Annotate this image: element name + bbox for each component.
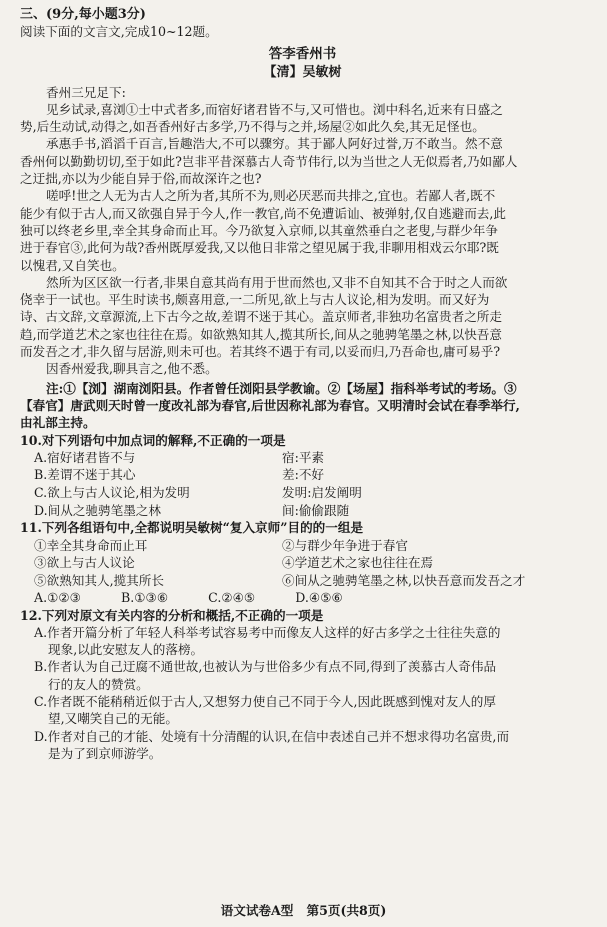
- option-gloss: 宿:平素: [282, 449, 325, 465]
- passage-line: 香州三兄足下:: [46, 84, 126, 100]
- option-c-cont: 望,又嘲笑自己的无能。: [48, 711, 178, 727]
- question-12: [20, 607, 585, 763]
- option-row: [20, 554, 585, 572]
- passage-line: 之迂拙,亦以为少能自异于俗,而故深许之也?: [20, 171, 262, 187]
- passage-line: 而发吾之才,非久留与居游,则未可也。若其终不遇于有司,以妥而归,乃吾命也,庸可易乎?: [20, 344, 501, 360]
- option-sentence: C.欲上与古人议论,相为发明: [34, 485, 190, 501]
- question-stem: 10.对下列语句中加点词的解释,不正确的一项是: [20, 432, 286, 448]
- passage-title: 答李香州书: [268, 45, 337, 62]
- option-item: ③欲上与古人议论: [34, 555, 135, 571]
- passage-line: 嗟呼!世之人无为古人之所为者,其所不为,则必厌恶而共排之,宜也。若鄙人者,既不: [46, 188, 496, 204]
- option-item: ⑥间从之驰骋笔墨之林,以快吾意而发吾之才: [282, 572, 526, 588]
- option-b: B.作者认为自己迂腐不通世故,也被认为与世俗多少有点不同,得到了羡慕古人奇伟品: [34, 659, 497, 675]
- section-heading: 三、(9分,每小题3分): [20, 7, 146, 22]
- passage-line: 承惠手书,滔滔千百言,旨趣浩大,不可以骤穷。其于鄙人阿好过誉,万不敢当。然不意: [46, 136, 503, 152]
- option-row: [20, 484, 585, 502]
- passage-author: 【清】吴敏树: [263, 64, 342, 80]
- option-item: ⑤欲熟知其人,揽其所长: [34, 572, 164, 588]
- option-gloss: 差:不好: [282, 467, 325, 483]
- note-line: 【春官】唐武则天时曾一度改礼部为春官,后世因称礼部为春官。又明清时会试在春季举行,: [20, 397, 520, 413]
- option-row: [20, 572, 585, 590]
- passage-line: 独可以终老乡里,幸全其身命而止耳。今乃欲复入京师,以其童然垂白之老叟,与群少年争: [20, 222, 498, 238]
- option-c: C.作者既不能稍稍近似于古人,又想努力使自己不同于今人,因此既感到愧对友人的厚: [34, 694, 496, 710]
- option-d: D.作者对自己的才能、处境有十分清醒的认识,在信中表述自己并不想求得功名富贵,而: [34, 728, 510, 744]
- passage-line: 能少有似于古人,而又欲强自异于今人,作一教官,尚不免遭诟讪、被弹射,仅自逃避而去,此: [20, 205, 506, 221]
- option-gloss: 发明:启发阐明: [282, 485, 362, 501]
- question-stem: 12.下列对原文有关内容的分析和概括,不正确的一项是: [20, 607, 324, 623]
- page-footer: 语文试卷A型 第5页(共8页): [220, 903, 387, 918]
- passage-line: 以愧君,又自笑也。: [20, 257, 125, 273]
- option-sentence: D.间从之驰骋笔墨之林: [34, 502, 161, 518]
- passage-line: 趋,而学道艺术之家也往往在焉。如欲熟知其人,揽其所长,间从之驰骋笔墨之林,以快吾意: [20, 326, 502, 342]
- option-gloss: 间:偷偷跟随: [282, 502, 350, 518]
- question-stem: 11.下列各组语句中,全都说明吴敏树“复入京师”目的的一组是: [20, 520, 364, 536]
- option-row: [20, 466, 585, 484]
- option-row: [20, 502, 585, 520]
- passage-line: 侥幸于一试也。平生时读书,颇喜用意,一二所见,欲上与古人议论,相为发明。而又好为: [20, 292, 490, 308]
- answer-choices: A.①②③ B.①③⑥ C.②④⑤ D.④⑤⑥: [34, 590, 343, 606]
- passage-line: 因香州爱我,聊具言之,他不悉。: [46, 361, 218, 377]
- option-sentence: A.宿好诸君皆不与: [34, 449, 136, 465]
- option-b-cont: 行的友人的赞赏。: [48, 676, 149, 692]
- note-line: 由礼部主持。: [20, 415, 96, 431]
- option-a: A.作者开篇分析了年轻人科举考试容易考中而像友人这样的好古多学之士往往失意的: [34, 624, 501, 640]
- passage-line: 然所为区区欲一行者,非果自意其尚有用于世而然也,又非不自知其不合于时之人而欲: [46, 274, 508, 290]
- section-instruction: 阅读下面的文言文,完成10~12题。: [20, 24, 218, 40]
- passage-line: 香州何以勤勤切切,至于如此?岂非平昔深慕古人奇节伟行,以为当世之人无似焉者,乃如鄙人: [20, 153, 518, 169]
- question-11: [20, 519, 585, 606]
- passage-line: 进于春官③,此何为哉?香州既厚爱我,又以他日非常之望见属于我,非聊用相戏云尔耶?既: [20, 240, 499, 256]
- option-item: ④学道艺术之家也往往在焉: [282, 555, 434, 571]
- note-line: 注:①【浏】湖南浏阳县。作者曾任浏阳县学教谕。②【场屋】指科举考试的考场。③: [46, 380, 517, 396]
- option-row: [20, 537, 585, 555]
- passage-body: [20, 84, 585, 378]
- passage-line: 势,后生动试,动得之,如吾香州好古多学,乃不得与之并,场屋②如此久矣,其无足怪也。: [20, 119, 485, 135]
- passage-line: 见乡试录,喜浏①士中式者多,而宿好诸君皆不与,又可惜也。浏中科名,近来有日盛之: [46, 101, 503, 117]
- option-d-cont: 是为了到京师游学。: [48, 745, 162, 761]
- question-10: [20, 432, 585, 520]
- option-item: ①幸全其身命而止耳: [34, 537, 148, 553]
- passage-line: 诗、古文辞,文章源流,上下古今之故,差谓不迷于其心。盖京师者,非独功名富贵者之所走: [20, 309, 502, 325]
- option-a-cont: 现象,以此安慰友人的落榜。: [48, 642, 204, 658]
- option-row: [20, 449, 585, 467]
- option-item: ②与群少年争进于春官: [282, 537, 408, 553]
- option-sentence: B.差谓不迷于其心: [34, 467, 136, 483]
- annotation-notes: [20, 380, 585, 432]
